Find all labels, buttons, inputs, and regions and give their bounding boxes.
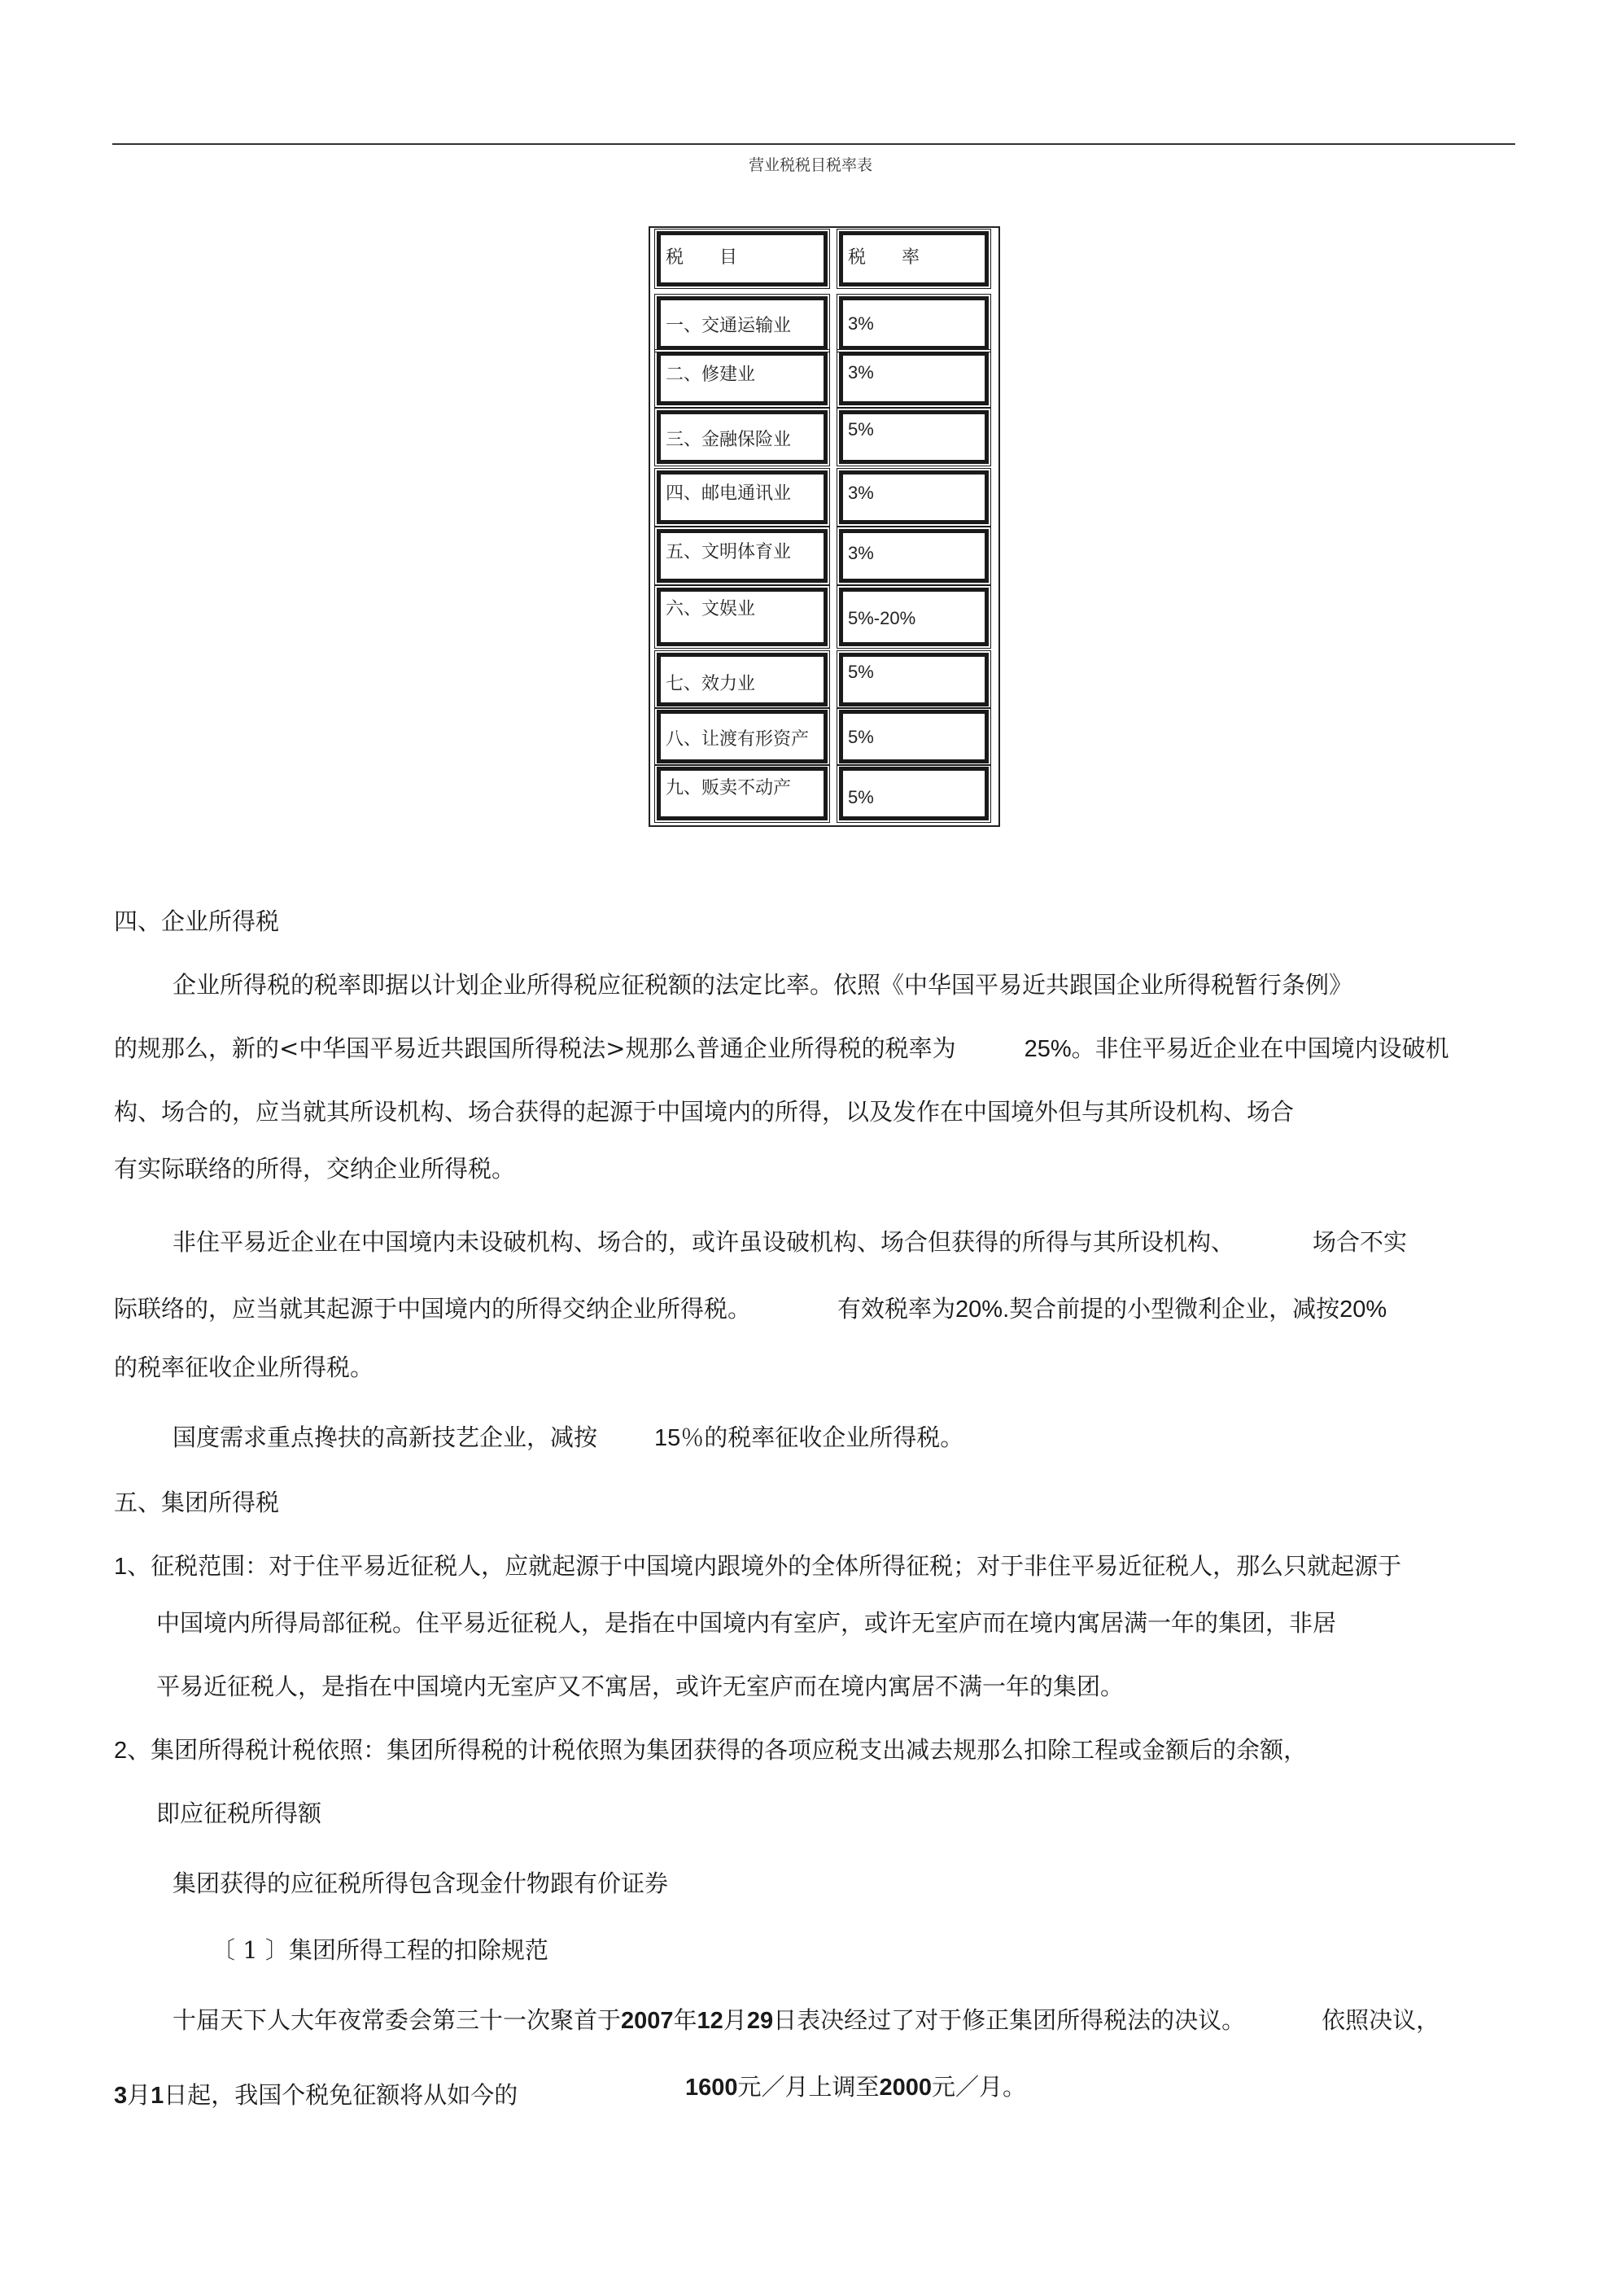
paragraph-line: 的规那么，新的<中华国平易近共跟国所得税法>规那么普通企业所得税的税率为 25%。非住平易近企业在中国境内设破机 [114, 1034, 1449, 1062]
paragraph-line: 3月1日起，我国个税免征额将从如今的 [114, 2081, 518, 2109]
paragraph-line: 构、场合的，应当就其所设机构、场合获得的起源于中国境内的所得，以及发作在中国境外但与其所设机构、场合 [114, 1098, 1295, 1126]
table-row-rate: 5%-20% [839, 588, 989, 646]
table-row-item: 一、交通运输业 [657, 296, 828, 350]
paragraph-line: 有实际联络的所得，交纳企业所得税。 [114, 1155, 516, 1183]
paragraph-line: 际联络的，应当就其起源于中国境内的所得交纳企业所得税。 有效税率为20%.契合前提的小型微利企业，减按20% [114, 1295, 1387, 1323]
table-row-rate: 5% [839, 410, 989, 464]
table-row-rate: 5% [839, 767, 989, 820]
table-row-item: 二、修建业 [657, 352, 828, 405]
section-4-heading: 四、企业所得税 [114, 907, 280, 935]
table-row-item: 九、贩卖不动产 [657, 767, 828, 820]
table-row-rate: 3% [839, 529, 989, 583]
paragraph-line: 中国境内所得局部征税。住平易近征税人，是指在中国境内有室庐，或许无室庐而在境内寓居满一年的集团，非居 [156, 1609, 1337, 1637]
table-row-item: 三、金融保险业 [657, 410, 828, 464]
subheading: 〔 1 〕集团所得工程的扣除规范 [212, 1936, 548, 1964]
table-row-rate: 5% [839, 653, 989, 706]
table-row-item: 五、文明体育业 [657, 529, 828, 583]
header-rule [112, 143, 1515, 145]
table-caption: 营业税税目税率表 [748, 156, 872, 174]
paragraph-line: 国度需求重点搀扶的高新技艺企业，减按 15％的税率征收企业所得税。 [173, 1424, 964, 1451]
paragraph-line: 即应征税所得额 [156, 1800, 322, 1827]
paragraph-line: 十届天下人大年夜常委会第三十一次聚首于2007年12月29日表决经过了对于修正集团所得税法的决议。 依照决议， [173, 2006, 1440, 2034]
paragraph-line: 1600元／月上调至2000元／月。 [685, 2073, 1027, 2101]
table-row-item: 八、让渡有形资产 [657, 710, 828, 763]
paragraph-line: 企业所得税的税率即据以计划企业所得税应征税额的法定比率。依照《中华国平易近共跟国企业所得税暂行条例》 [173, 971, 1353, 999]
table-row-rate: 3% [839, 470, 989, 524]
section-5-heading: 五、集团所得税 [114, 1489, 280, 1516]
paragraph-line: 的税率征收企业所得税。 [114, 1354, 374, 1381]
table-row-rate: 3% [839, 352, 989, 405]
table-row-rate: 5% [839, 710, 989, 763]
paragraph-line: 非住平易近企业在中国境内未设破机构、场合的，或许虽设破机构、场合但获得的所得与其所设机构、 场合不实 [173, 1228, 1408, 1256]
table-head-item: 税 目 [657, 231, 828, 286]
list-item-2: 2、集团所得税计税依照：集团所得税的计税依照为集团获得的各项应税支出减去规那么扣除工程或金额后的余额， [114, 1736, 1308, 1764]
table-row-item: 四、邮电通讯业 [657, 470, 828, 524]
table-row-item: 六、文娱业 [657, 588, 828, 646]
list-item-1: 1、征税范围：对于住平易近征税人，应就起源于中国境内跟境外的全体所得征税；对于非住平易近征税人，那么只就起源于 [114, 1552, 1402, 1580]
paragraph-line: 集团获得的应征税所得包含现金什物跟有价证券 [173, 1870, 669, 1897]
table-row-rate: 3% [839, 296, 989, 350]
table-row-item: 七、效力业 [657, 653, 828, 706]
table-head-rate: 税 率 [839, 231, 989, 286]
paragraph-line: 平易近征税人，是指在中国境内无室庐又不寓居，或许无室庐而在境内寓居不满一年的集团。 [156, 1673, 1125, 1700]
tax-rate-table [649, 226, 1000, 827]
